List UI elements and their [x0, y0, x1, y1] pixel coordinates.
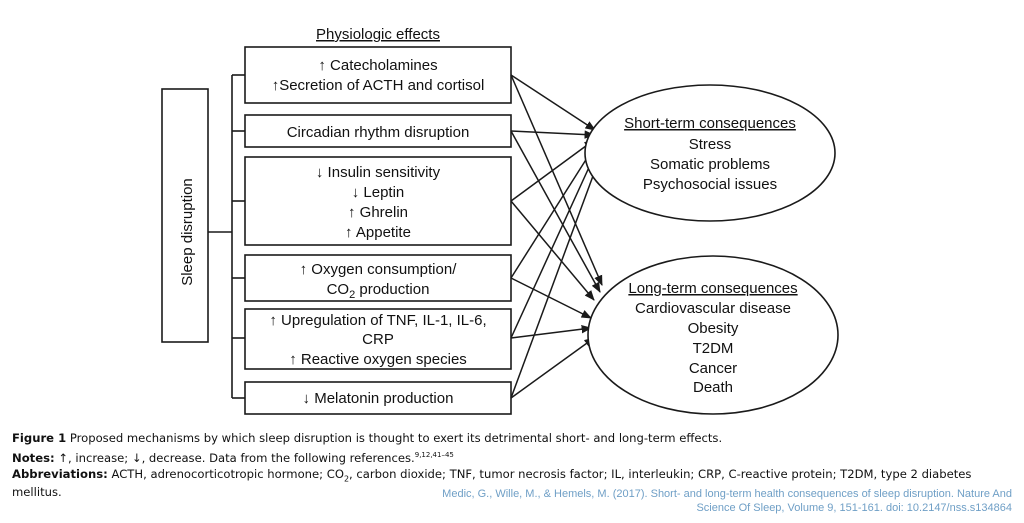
effect-text: ↑ Oxygen consumption/: [299, 261, 457, 278]
long-term-item: Cardiovascular disease: [635, 300, 791, 317]
short-term-item: Psychosocial issues: [642, 176, 778, 193]
arrow: [511, 328, 591, 338]
abbreviations-text-cont: , carbon dioxide; TNF, tumor necrosis factor; IL, interleukin; CRP, C-reactive protein; T2DM, type 2 diabetes: [349, 467, 972, 481]
effect-text: ↑ Appetite: [345, 224, 411, 241]
sleep-disruption-label: Sleep disruption: [179, 178, 196, 286]
arrow: [511, 157, 600, 398]
arrow: [511, 152, 596, 338]
effect-text: ↑ Catecholamines: [318, 57, 438, 74]
long-term-item: Obesity: [687, 320, 739, 337]
effect-text: Circadian rhythm disruption: [286, 124, 470, 141]
short-term-ellipse: [585, 85, 835, 221]
effect-text: ↑ Upregulation of TNF, IL-1, IL-6,: [269, 312, 487, 329]
abbreviations-subscript: 2: [343, 474, 350, 484]
effect-text-co2: $CO_2$ production: [326, 281, 430, 301]
notes-label: Notes:: [12, 450, 55, 465]
abbreviations-caption: [12, 467, 1012, 486]
effect-text: ↓ Insulin sensitivity: [315, 164, 441, 181]
long-term-item: T2DM: [692, 340, 734, 357]
short-term-item: Stress: [688, 136, 732, 153]
abbreviations-text: ACTH, adrenocorticotropic hormone; CO: [107, 467, 344, 481]
effect-text: ↓ Leptin: [351, 184, 405, 201]
long-term-item: Cancer: [688, 360, 738, 377]
notes-text: ↑, increase; ↓, decrease. Data from the following references.: [54, 450, 415, 465]
arrow: [511, 75, 602, 285]
long-term-title: Long-term consequences: [628, 280, 798, 297]
notes-references: 9,12,41–45: [414, 451, 454, 459]
effect-text: ↓ Melatonin production: [302, 390, 454, 407]
source-credit-line-2: Science Of Sleep, Volume 9, 151-161. doi: 10.2147/nss.s134864: [696, 502, 1012, 514]
physiologic-effects-heading: Physiologic effects: [316, 26, 440, 43]
abbreviations-label: Abbreviations:: [12, 467, 108, 481]
figure-caption: [12, 431, 1012, 446]
abbreviations-text-end: mellitus.: [12, 485, 62, 499]
source-credit-line-1: Medic, G., Wille, M., & Hemels, M. (2017). Short- and long-term health consequences of sleep disruption. Nature And: [442, 488, 1012, 500]
effect-text: ↑Secretion of ACTH and cortisol: [271, 77, 485, 94]
short-term-item: Somatic problems: [649, 156, 771, 173]
long-term-item: Death: [692, 379, 734, 396]
arrow: [511, 131, 594, 135]
effect-text: CRP: [362, 331, 394, 348]
effect-text: ↑ Ghrelin: [347, 204, 409, 221]
arrow: [511, 338, 594, 398]
notes-caption: [12, 448, 1012, 466]
effect-text: ↑ Reactive oxygen species: [289, 351, 467, 368]
short-term-title: Short-term consequences: [624, 115, 796, 132]
figure-caption-text: Proposed mechanisms by which sleep disruption is thought to exert its detrimental short- and long-term effects.: [66, 431, 723, 445]
effect-box-catecholamines: [245, 47, 511, 103]
figure-label: Figure 1: [12, 431, 67, 445]
